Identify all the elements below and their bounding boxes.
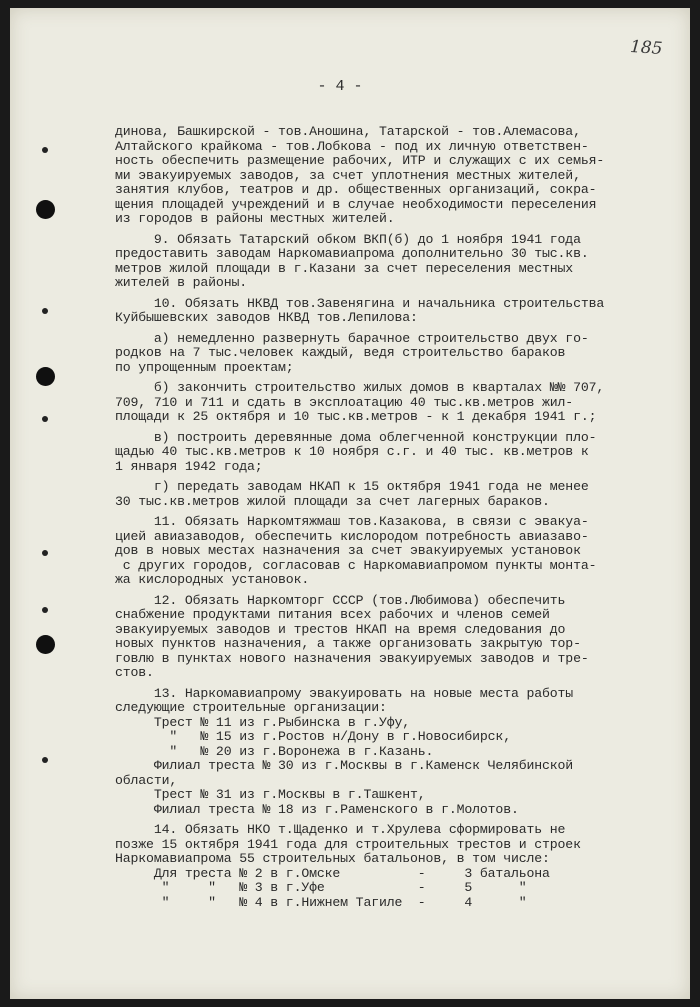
text-line: метров жилой площади в г.Казани за счет переселения местных xyxy=(115,260,574,276)
text-line: 11. Обязать Наркомтяжмаш тов.Казакова, в связи с эвакуа- xyxy=(115,514,589,529)
text-line: Трест № 11 из г.Рыбинска в г.Уфу, xyxy=(115,714,411,730)
text-line: из городов в районы местных жителей. xyxy=(115,211,395,226)
page-number: - 4 - xyxy=(317,78,363,95)
text-line: " " № 4 в г.Нижнем Тагиле - 4 " xyxy=(115,894,527,910)
punch-mark xyxy=(42,550,48,556)
text-line: Наркомавиапрома 55 строительных батальонов, в том числе: xyxy=(115,851,550,866)
document-sheet xyxy=(10,8,690,999)
text-line: следующие строительные организации: xyxy=(115,700,387,715)
text-line: Трест № 31 из г.Москвы в г.Ташкент, xyxy=(115,787,426,802)
text-line: а) немедленно развернуть барачное строительство двух го- xyxy=(115,330,589,346)
text-line: б) закончить строительство жилых домов в кварталах №№ 707, xyxy=(115,380,605,395)
text-line: эвакуируемых заводов и трестов НКАП на время следования до xyxy=(115,621,566,637)
text-line: жителей в районы. xyxy=(115,275,247,290)
text-line: говлю в пунктах нового назначения эвакуируемых заводов и тре- xyxy=(115,650,589,666)
text-line: динова, Башкирской - тов.Аношина, Татарской - тов.Алемасова, xyxy=(115,124,581,139)
text-line: 12. Обязать Наркомторг СССР (тов.Любимова) обеспечить xyxy=(115,592,566,608)
text-line: позже 15 октября 1941 года для строительных трестов и строек xyxy=(115,836,581,852)
punch-mark xyxy=(42,147,48,153)
text-line: Алтайского крайкома - тов.Лобкова - под их личную ответствен- xyxy=(115,138,589,154)
text-line: Филиал треста № 18 из г.Раменского в г.Молотов. xyxy=(115,801,519,817)
text-line: 14. Обязать НКО т.Щаденко и т.Хрулева сформировать не xyxy=(115,822,566,837)
text-line: 709, 710 и 711 и сдать в эксплоатацию 40 тыс.кв.метров жил- xyxy=(115,394,574,410)
text-line: " № 20 из г.Воронежа в г.Казань. xyxy=(115,743,434,759)
text-line: г) передать заводам НКАП к 15 октября 1941 года не менее xyxy=(115,479,589,494)
text-line: Для треста № 2 в г.Омске - 3 батальона xyxy=(115,865,550,881)
text-line: предоставить заводам Наркомавиапрома дополнительно 30 тыс.кв. xyxy=(115,246,589,261)
text-line: ми эвакуируемых заводов, за счет уплотнения местных жителей, xyxy=(115,167,581,183)
punch-hole xyxy=(36,635,55,654)
text-line: щения площадей учреждений и в случае необходимости переселения xyxy=(115,196,597,212)
text-line: новых пунктов назначения, а также организовать закрытую тор- xyxy=(115,636,581,651)
document-body xyxy=(115,125,700,910)
text-line: в) построить деревянные дома облегченной конструкции пло- xyxy=(115,429,597,445)
punch-mark xyxy=(42,757,48,763)
text-line: Филиал треста № 30 из г.Москвы в г.Каменск Челябинской xyxy=(115,758,574,773)
punch-mark xyxy=(42,308,48,314)
punch-hole xyxy=(36,200,55,219)
text-line: " " № 3 в г.Уфе - 5 " xyxy=(115,880,527,895)
text-line: цией авиазаводов, обеспечить кислородом потребность авиазаво- xyxy=(115,528,589,544)
text-line: родков на 7 тыс.человек каждый, ведя строительство бараков xyxy=(115,345,566,360)
punch-hole xyxy=(36,367,55,386)
text-line: " № 15 из г.Ростов н/Дону в г.Новосибирск, xyxy=(115,729,511,744)
text-line: снабжение продуктами питания всех рабочих и членов семей xyxy=(115,607,550,622)
archive-page-number: 185 xyxy=(629,36,664,60)
text-line: занятия клубов, театров и др. общественных организаций, сокра- xyxy=(115,182,597,197)
punch-mark xyxy=(42,416,48,422)
text-line: ность обеспечить размещение рабочих, ИТР и служащих с их семья- xyxy=(115,153,605,168)
text-line: по упрощенным проектам; xyxy=(115,359,294,375)
text-line: 30 тыс.кв.метров жилой площади за счет лагерных бараков. xyxy=(115,493,550,509)
text-line: с других городов, согласовав с Наркомавиапромом пункты монта- xyxy=(115,557,597,573)
text-line: щадью 40 тыс.кв.метров к 10 ноября с.г. и 40 тыс. кв.метров к xyxy=(115,444,589,459)
text-line: стов. xyxy=(115,665,154,680)
text-line: 9. Обязать Татарский обком ВКП(б) до 1 ноября 1941 года xyxy=(115,231,581,247)
text-line: области, xyxy=(115,772,178,788)
text-line: жа кислородных установок. xyxy=(115,572,310,587)
text-line: площади к 25 октября и 10 тыс.кв.метров - к 1 декабря 1941 г.; xyxy=(115,409,597,424)
text-line: 1 января 1942 года; xyxy=(115,458,263,474)
punch-mark xyxy=(42,607,48,613)
text-line: дов в новых местах назначения за счет эвакуируемых установок xyxy=(115,543,581,558)
text-line: 13. Наркомавиапрому эвакуировать на новые места работы xyxy=(115,685,574,701)
text-line: Куйбышевских заводов НКВД тов.Лепилова: xyxy=(115,310,418,325)
text-line: 10. Обязать НКВД тов.Завенягина и начальника строительства xyxy=(115,295,605,311)
